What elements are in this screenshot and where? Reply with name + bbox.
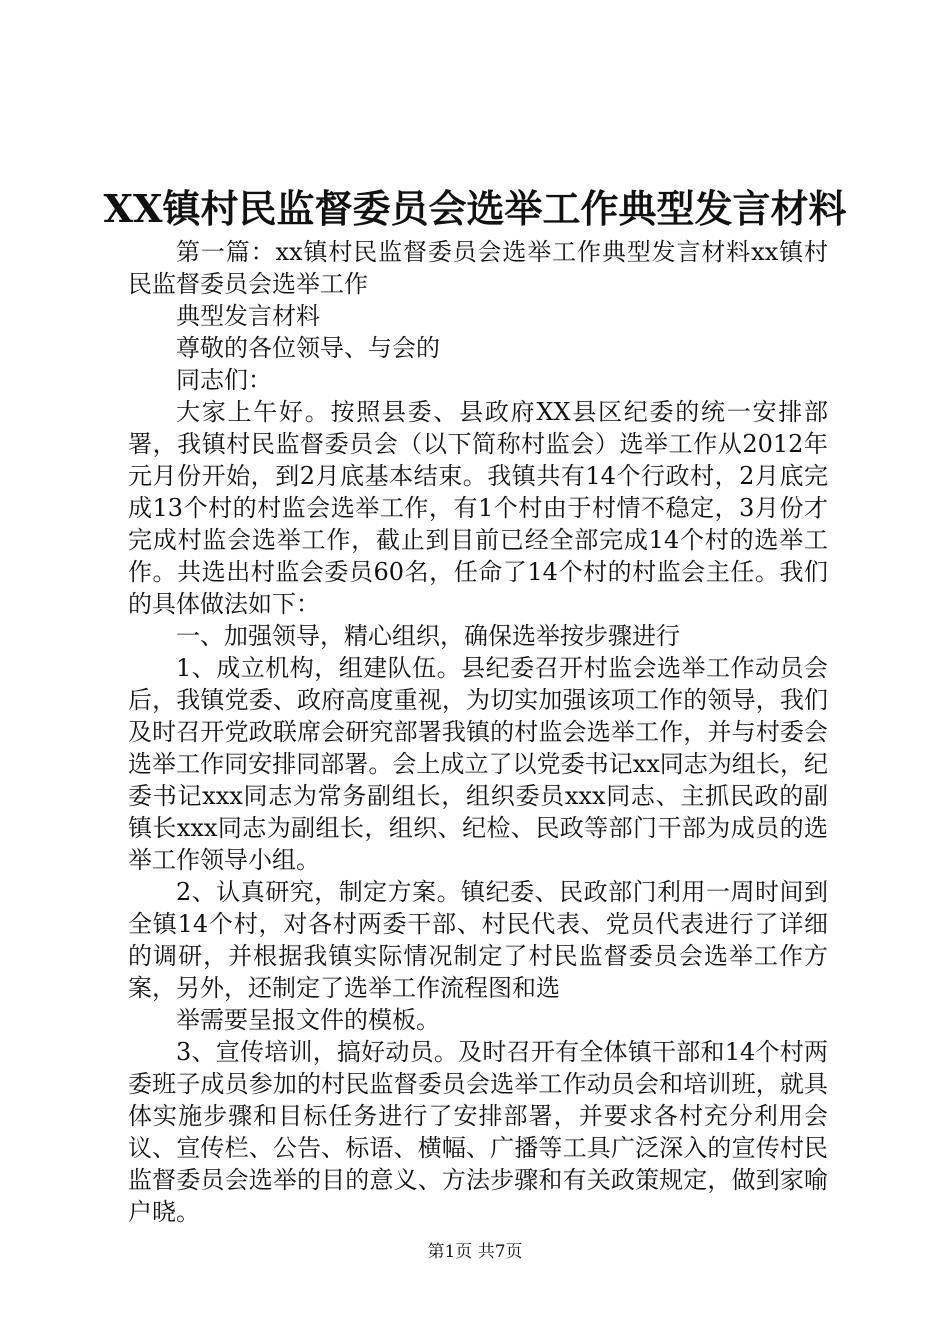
paragraph: 同志们： <box>176 366 272 394</box>
paragraph: 尊敬的各位领导、与会的 <box>176 334 440 362</box>
paragraph: 大家上午好。按照县委、县政府XX县区纪委的统一安排部署，我镇村民监督委员会（以下简称村监会）选举工作从2012年元月份开始，到2月底基本结束。我镇共有14个行政村，2月底完成13个村的村监会选举工作，有1个村由于村情不稳定，3月份才完成村监会选举工作，截止到目前已经全部完成14个村的选举工作。共选出村监会委员60名，任命了14个村的村监会主任。我们的具体做法如下： <box>128 398 828 618</box>
section-heading: 一、加强领导，精心组织，确保选举按步骤进行 <box>176 622 680 650</box>
paragraph: 典型发言材料 <box>176 302 320 330</box>
document-title: XX镇村民监督委员会选举工作典型发言材料 <box>103 186 847 231</box>
paragraph: 1、成立机构，组建队伍。县纪委召开村监会选举工作动员会后，我镇党委、政府高度重视，为切实加强该项工作的领导，我们及时召开党政联席会研究部署我镇的村监会选举工作，并与村委会选举工作同安排同部署。会上成立了以党委书记xx同志为组长，纪委书记xxx同志为常务副组长，组织委员xxx同志、主抓民政的副镇长xxx同志为副组长，组织、纪检、民政等部门干部为成员的选举工作领导小组。 <box>128 654 828 874</box>
paragraph: 2、认真研究，制定方案。镇纪委、民政部门利用一周时间到全镇14个村，对各村两委干部、村民代表、党员代表进行了详细的调研，并根据我镇实际情况制定了村民监督委员会选举工作方案，另外，还制定了选举工作流程图和选 <box>128 878 828 1002</box>
document-body <box>128 236 828 1228</box>
paragraph: 3、宣传培训，搞好动员。及时召开有全体镇干部和14个村两委班子成员参加的村民监督委员会选举工作动员会和培训班，就具体实施步骤和目标任务进行了安排部署，并要求各村充分利用会议、宣传栏、公告、标语、横幅、广播等工具广泛深入的宣传村民监督委员会选举的目的意义、方法步骤和有关政策规定，做到家喻户晓。 <box>128 1038 828 1226</box>
paragraph: 举需要呈报文件的模板。 <box>176 1006 440 1034</box>
paragraph: 第一篇：xx镇村民监督委员会选举工作典型发言材料xx镇村民监督委员会选举工作 <box>128 238 828 298</box>
page-number: 第1页 共7页 <box>427 1242 523 1262</box>
